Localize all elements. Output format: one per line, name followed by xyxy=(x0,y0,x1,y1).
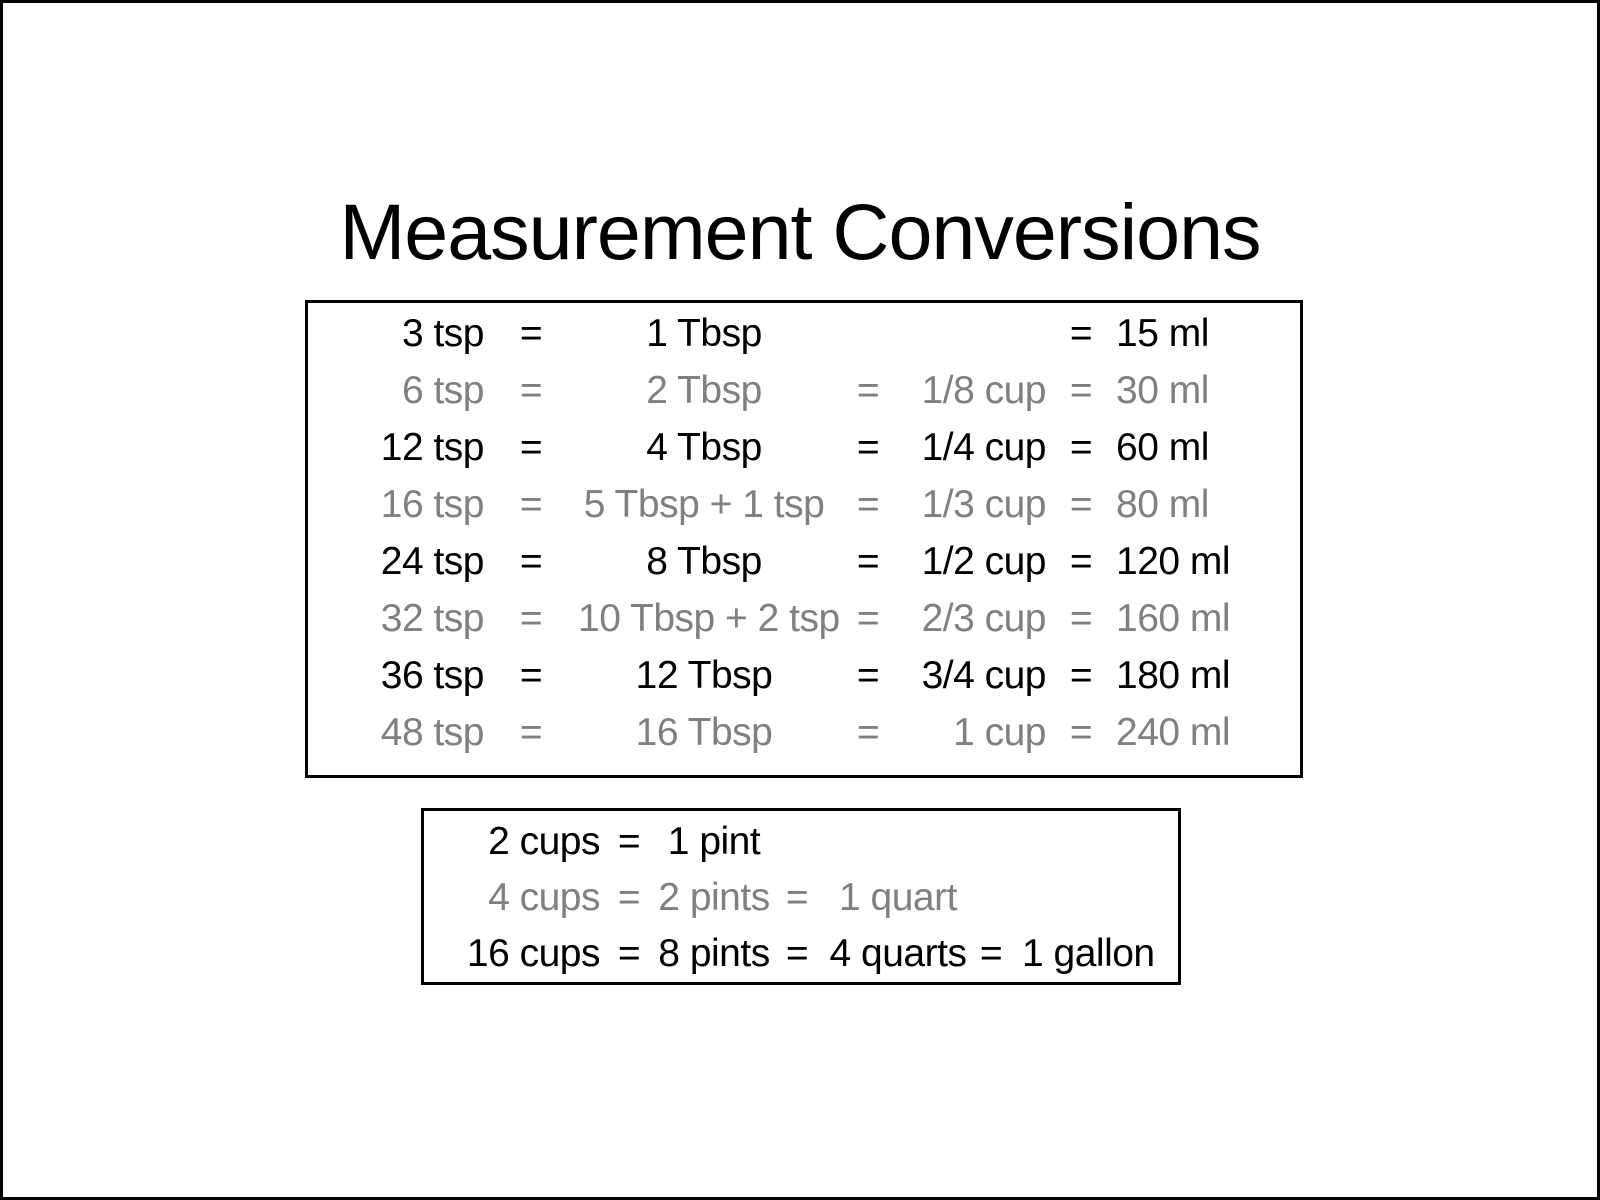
cup-value: 1/3 cup xyxy=(921,483,1046,526)
equals-sign: = xyxy=(785,931,809,975)
equals-sign: = xyxy=(519,540,543,583)
tsp-value: 32 tsp xyxy=(380,597,484,640)
equals-sign: = xyxy=(856,369,880,412)
conversion-table-cups-gallons xyxy=(421,808,1181,985)
equals-sign: = xyxy=(1069,369,1093,412)
cups-value: 4 cups xyxy=(488,875,600,919)
tbsp-value: 1 Tbsp xyxy=(646,312,762,355)
ml-value: 60 ml xyxy=(1116,426,1209,469)
equals-sign: = xyxy=(617,931,641,975)
ml-value: 80 ml xyxy=(1116,483,1209,526)
equals-sign: = xyxy=(519,483,543,526)
cup-value: 1/8 cup xyxy=(921,369,1046,412)
tbsp-value: 5 Tbsp + 1 tsp xyxy=(583,483,825,526)
equals-sign: = xyxy=(617,819,641,863)
equals-sign: = xyxy=(1069,312,1093,355)
ml-value: 180 ml xyxy=(1116,654,1231,697)
equals-sign: = xyxy=(785,875,809,919)
tsp-value: 12 tsp xyxy=(380,426,484,469)
quarts-value: 4 quarts xyxy=(829,931,967,975)
equals-sign: = xyxy=(856,654,880,697)
equals-sign: = xyxy=(979,931,1003,975)
ml-value: 160 ml xyxy=(1116,597,1231,640)
equals-sign: = xyxy=(856,483,880,526)
ml-value: 15 ml xyxy=(1116,312,1209,355)
tbsp-value: 2 Tbsp xyxy=(646,369,762,412)
equals-sign: = xyxy=(519,369,543,412)
equals-sign: = xyxy=(1069,540,1093,583)
tbsp-value: 12 Tbsp xyxy=(635,654,773,697)
cups-value: 2 cups xyxy=(488,819,600,863)
equals-sign: = xyxy=(1069,654,1093,697)
cup-value: 1/2 cup xyxy=(921,540,1046,583)
equals-sign: = xyxy=(1069,426,1093,469)
tbsp-value: 8 Tbsp xyxy=(646,540,762,583)
cup-value: 2/3 cup xyxy=(921,597,1046,640)
tsp-value: 36 tsp xyxy=(380,654,484,697)
pints-value: 8 pints xyxy=(658,931,770,975)
equals-sign: = xyxy=(519,711,543,754)
ml-value: 30 ml xyxy=(1116,369,1209,412)
equals-sign: = xyxy=(856,540,880,583)
conversion-table-volume xyxy=(305,300,1303,778)
tsp-value: 6 tsp xyxy=(401,369,484,412)
pints-value: 2 pints xyxy=(658,875,770,919)
equals-sign: = xyxy=(519,597,543,640)
equals-sign: = xyxy=(856,711,880,754)
cups-value: 16 cups xyxy=(466,931,600,975)
equals-sign: = xyxy=(519,312,543,355)
page-title: Measurement Conversions xyxy=(339,187,1261,276)
equals-sign: = xyxy=(856,597,880,640)
equals-sign: = xyxy=(617,875,641,919)
gallons-value: 1 gallon xyxy=(1022,931,1155,975)
tbsp-value: 16 Tbsp xyxy=(635,711,773,754)
tsp-value: 16 tsp xyxy=(380,483,484,526)
cup-value: 1/4 cup xyxy=(921,426,1046,469)
tsp-value: 48 tsp xyxy=(380,711,484,754)
equals-sign: = xyxy=(519,654,543,697)
equals-sign: = xyxy=(1069,711,1093,754)
tbsp-value: 4 Tbsp xyxy=(646,426,762,469)
ml-value: 120 ml xyxy=(1116,540,1231,583)
equals-sign: = xyxy=(1069,483,1093,526)
quarts-value: 1 quart xyxy=(839,875,957,919)
tbsp-value: 10 Tbsp + 2 tsp xyxy=(578,597,840,640)
ml-value: 240 ml xyxy=(1116,711,1231,754)
tsp-value: 24 tsp xyxy=(380,540,484,583)
equals-sign: = xyxy=(1069,597,1093,640)
equals-sign: = xyxy=(856,426,880,469)
cup-value: 3/4 cup xyxy=(921,654,1046,697)
tsp-value: 3 tsp xyxy=(401,312,484,355)
equals-sign: = xyxy=(519,426,543,469)
cup-value: 1 cup xyxy=(953,711,1046,754)
pints-value: 1 pint xyxy=(667,819,761,863)
